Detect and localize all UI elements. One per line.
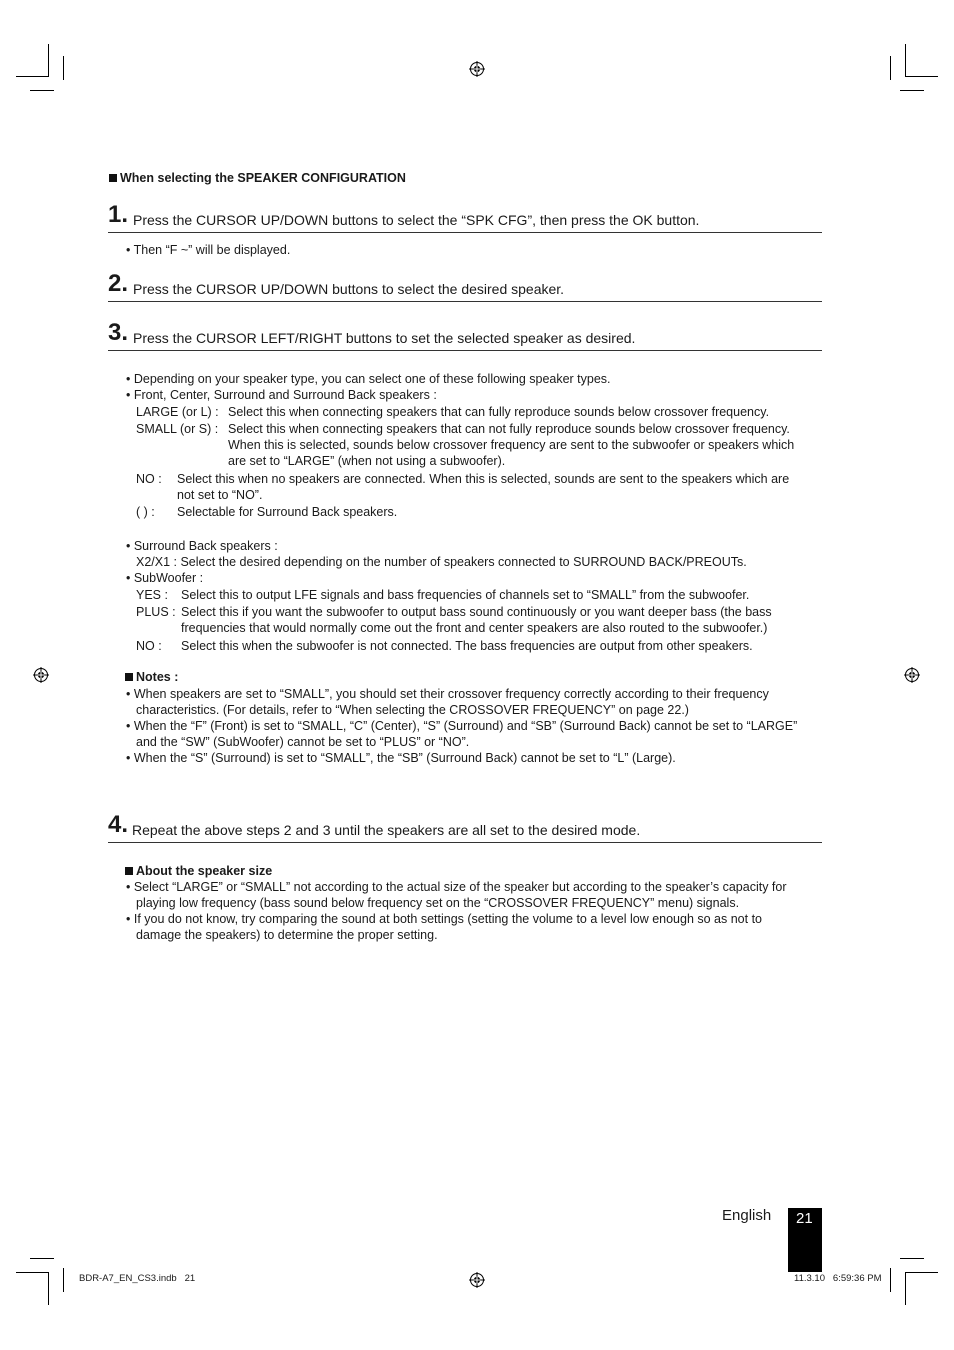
about-title: About the speaker size — [136, 864, 273, 878]
crop-mark — [900, 90, 924, 91]
crop-mark — [63, 56, 64, 80]
language-label: English — [722, 1207, 772, 1224]
about-item: playing low frequency (bass sound below frequency set on the “CROSSOVER FREQUENCY” menu) signals. — [136, 896, 740, 910]
bullet-surround-back: • Surround Back speakers : — [126, 539, 278, 553]
crop-mark — [905, 44, 906, 77]
step-text: Press the CURSOR LEFT/RIGHT buttons to set the selected speaker as desired. — [133, 330, 636, 346]
crop-mark — [48, 1272, 49, 1305]
option-desc-large: Select this when connecting speakers that can fully reproduce sounds below crossover frequency. — [228, 405, 770, 419]
note-item: • When the “F” (Front) is set to “SMALL, “C” (Center), “S” (Surround) and “SB” (Surround Back) cannot be set to “LARGE” — [126, 719, 798, 733]
section-header — [109, 171, 406, 185]
crop-mark — [63, 1268, 64, 1292]
crop-mark — [30, 1258, 54, 1259]
about-item: • Select “LARGE” or “SMALL” not according to the actual size of the speaker but according to the speaker’s capacity for — [126, 880, 787, 894]
crop-mark — [905, 1272, 938, 1273]
note-item: • When speakers are set to “SMALL”, you should set their crossover frequency correctly according to their frequency — [126, 687, 769, 701]
bullet-intro: • Depending on your speaker type, you can select one of these following speaker types. — [126, 372, 611, 386]
option-desc-plus: frequencies that would normally come out the front and center speakers are also routed to the subwoofer.) — [181, 621, 768, 635]
square-bullet-icon — [125, 673, 133, 681]
about-header — [125, 864, 272, 878]
registration-mark-icon — [33, 667, 49, 683]
step-number: 3. — [108, 319, 129, 346]
step-number: 1. — [108, 201, 129, 228]
step-text: Repeat the above steps 2 and 3 until the speakers are all set to the desired mode. — [132, 822, 641, 838]
step-number: 4. — [108, 811, 129, 838]
step-2 — [108, 271, 822, 302]
crop-mark — [890, 1268, 891, 1292]
option-label-paren: ( ) : — [136, 505, 155, 519]
crop-mark — [900, 1258, 924, 1259]
step-3 — [108, 320, 822, 351]
square-bullet-icon — [125, 867, 133, 875]
page-number: 21 — [796, 1210, 813, 1227]
option-desc-yes: Select this to output LFE signals and bass frequencies of channels set to “SMALL” from the subwoofer. — [181, 588, 750, 602]
note-item: and the “SW” (SubWoofer) cannot be set to “PLUS” or “NO”. — [136, 735, 470, 749]
option-desc-small: When this is selected, sounds below crossover frequency are sent to the subwoofer or speakers which — [228, 438, 795, 452]
notes-header — [125, 670, 178, 684]
step-text: Press the CURSOR UP/DOWN buttons to select the “SPK CFG”, then press the OK button. — [133, 212, 700, 228]
option-desc-sw-no: Select this when the subwoofer is not connected. The bass frequencies are output from other speakers. — [181, 639, 753, 653]
crop-mark — [890, 56, 891, 80]
crop-mark — [16, 76, 49, 77]
bullet-front: • Front, Center, Surround and Surround Back speakers : — [126, 388, 437, 402]
step-text: Press the CURSOR UP/DOWN buttons to select the desired speaker. — [133, 281, 565, 297]
section-header-text: When selecting the SPEAKER CONFIGURATION — [120, 171, 406, 185]
file-info: BDR-A7_EN_CS3.indb 21 — [79, 1273, 196, 1284]
option-label-no: NO : — [136, 472, 162, 486]
crop-mark — [48, 44, 49, 77]
option-label-sw-no: NO : — [136, 639, 162, 653]
registration-mark-icon — [904, 667, 920, 683]
crop-mark — [905, 76, 938, 77]
crop-mark — [905, 1272, 906, 1305]
option-desc-no: Select this when no speakers are connected. When this is selected, sounds are sent to the speakers which are — [177, 472, 790, 486]
registration-mark-icon — [469, 61, 485, 77]
option-label-large: LARGE (or L) : — [136, 405, 219, 419]
step-1 — [108, 202, 822, 233]
step-number: 2. — [108, 270, 129, 297]
option-desc-paren: Selectable for Surround Back speakers. — [177, 505, 398, 519]
bullet-subwoofer: • SubWoofer : — [126, 571, 204, 585]
option-desc-small: are set to “LARGE” (when not using a subwoofer). — [228, 454, 506, 468]
option-desc-plus: Select this if you want the subwoofer to output bass sound continuously or you want deeper bass (the bass — [181, 605, 772, 619]
print-timestamp: 11.3.10 6:59:36 PM — [794, 1273, 882, 1284]
crop-mark — [30, 90, 54, 91]
option-label-small: SMALL (or S) : — [136, 422, 219, 436]
step-1-note: • Then “F ~” will be displayed. — [126, 243, 291, 257]
about-item: • If you do not know, try comparing the sound at both settings (setting the volume to a level low enough so as not to — [126, 912, 763, 926]
option-label-yes: YES : — [136, 588, 168, 602]
crop-mark — [16, 1272, 49, 1273]
step-4 — [108, 812, 822, 843]
registration-mark-icon — [469, 1272, 485, 1288]
page-tab — [788, 1208, 822, 1272]
note-item: characteristics. (For details, refer to “When selecting the CROSSOVER FREQUENCY” on page 22.) — [136, 703, 689, 717]
option-label-plus: PLUS : — [136, 605, 176, 619]
option-desc-x2x1: X2/X1 : Select the desired depending on the number of speakers connected to SURROUND BACK/PREOUTs. — [136, 555, 747, 569]
option-desc-no: not set to “NO”. — [177, 488, 263, 502]
about-item: damage the speakers) to determine the proper setting. — [136, 928, 438, 942]
note-item: • When the “S” (Surround) is set to “SMALL”, the “SB” (Surround Back) cannot be set to “L” (Large). — [126, 751, 676, 765]
notes-title: Notes : — [136, 670, 179, 684]
square-bullet-icon — [109, 174, 117, 182]
option-desc-small: Select this when connecting speakers that can not fully reproduce sounds below crossover frequency. — [228, 422, 790, 436]
